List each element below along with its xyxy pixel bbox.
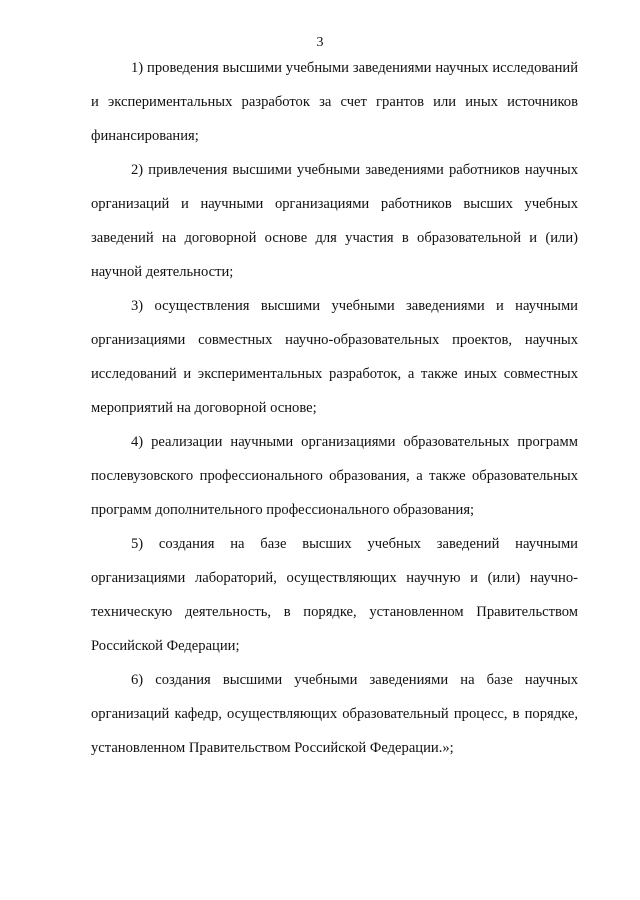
page-number: 3 xyxy=(316,35,324,50)
paragraph-item-2: 2) привлечения высшими учебными заведениями работников научных организаций и научными организациями работников высших учебных заведений на договорной основе для участия в образовательной и (или) научной деятельности; xyxy=(91,162,578,280)
paragraph-item-1: 1) проведения высшими учебными заведениями научных исследований и экспериментальных разработок за счет грантов или иных источников финансирования; xyxy=(91,60,578,144)
paragraph-item-6: 6) создания высшими учебными заведениями на базе научных организаций кафедр, осуществляющих образовательный процесс, в порядке, установленном Правительством Российской Федерации.»; xyxy=(91,672,578,756)
paragraph-item-4: 4) реализации научными организациями образовательных программ послевузовского профессионального образования, а также образовательных программ дополнительного профессионального образования; xyxy=(91,434,578,518)
document-body xyxy=(91,51,578,765)
paragraph-item-5: 5) создания на базе высших учебных заведений научными организациями лабораторий, осуществляющих научную и (или) научно-техническую деятельность, в порядке, установленном Правительством Российской Федерации; xyxy=(91,536,578,654)
paragraph-item-3: 3) осуществления высшими учебными заведениями и научными организациями совместных научно-образовательных проектов, научных исследований и экспериментальных разработок, а также иных совместных мероприятий на договорной основе; xyxy=(91,298,578,416)
